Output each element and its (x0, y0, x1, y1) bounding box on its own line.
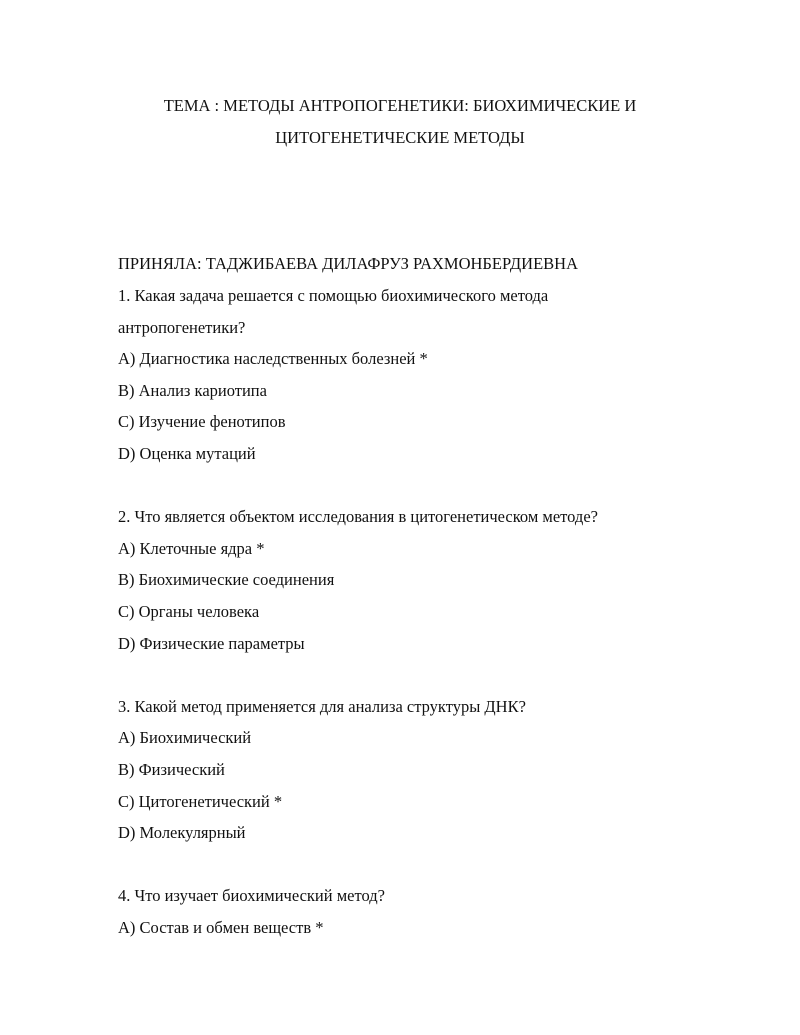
question-1-text-cont: антропогенетики? (118, 317, 246, 337)
question-4 (118, 880, 678, 943)
question-1-option-c: C) Изучение фенотипов (118, 412, 286, 432)
question-4-option-a: A) Состав и обмен веществ * (118, 917, 324, 937)
question-2 (118, 501, 678, 659)
question-2-text: 2. Что является объектом исследования в цитогенетическом методе? (118, 507, 598, 527)
question-2-option-b: B) Биохимические соединения (118, 570, 335, 590)
question-3-option-a: A) Биохимический (118, 728, 252, 748)
question-3 (118, 691, 678, 849)
spacer (118, 659, 678, 691)
question-1 (118, 280, 678, 470)
question-3-option-c: C) Цитогенетический * (118, 791, 283, 811)
question-2-option-c: C) Органы человека (118, 601, 260, 621)
question-3-text: 3. Какой метод применяется для анализа структуры ДНК? (118, 696, 526, 716)
accepted-by: ПРИНЯЛА: ТАДЖИБАЕВА ДИЛАФРУЗ РАХМОНБЕРДИЕВНА (118, 254, 579, 273)
question-1-option-d: D) Оценка мутаций (118, 443, 256, 463)
question-3-option-b: B) Физический (118, 759, 225, 779)
title-line-2: ЦИТОГЕНЕТИЧЕСКИЕ МЕТОДЫ (275, 128, 525, 147)
question-2-option-d: D) Физические параметры (118, 633, 305, 653)
question-1-option-a: A) Диагностика наследственных болезней * (118, 349, 428, 369)
title-line-1: ТЕМА : МЕТОДЫ АНТРОПОГЕНЕТИКИ: БИОХИМИЧЕСКИЕ И (163, 96, 637, 115)
document-title (80, 90, 720, 154)
spacer (118, 470, 678, 502)
spacer (118, 849, 678, 881)
question-1-option-b: B) Анализ кариотипа (118, 380, 267, 400)
question-3-option-d: D) Молекулярный (118, 823, 246, 843)
questions-list (118, 280, 678, 943)
question-1-text: 1. Какая задача решается с помощью биохимического метода (118, 286, 549, 305)
question-2-option-a: A) Клеточные ядра * (118, 538, 265, 558)
question-4-text: 4. Что изучает биохимический метод? (118, 886, 385, 906)
